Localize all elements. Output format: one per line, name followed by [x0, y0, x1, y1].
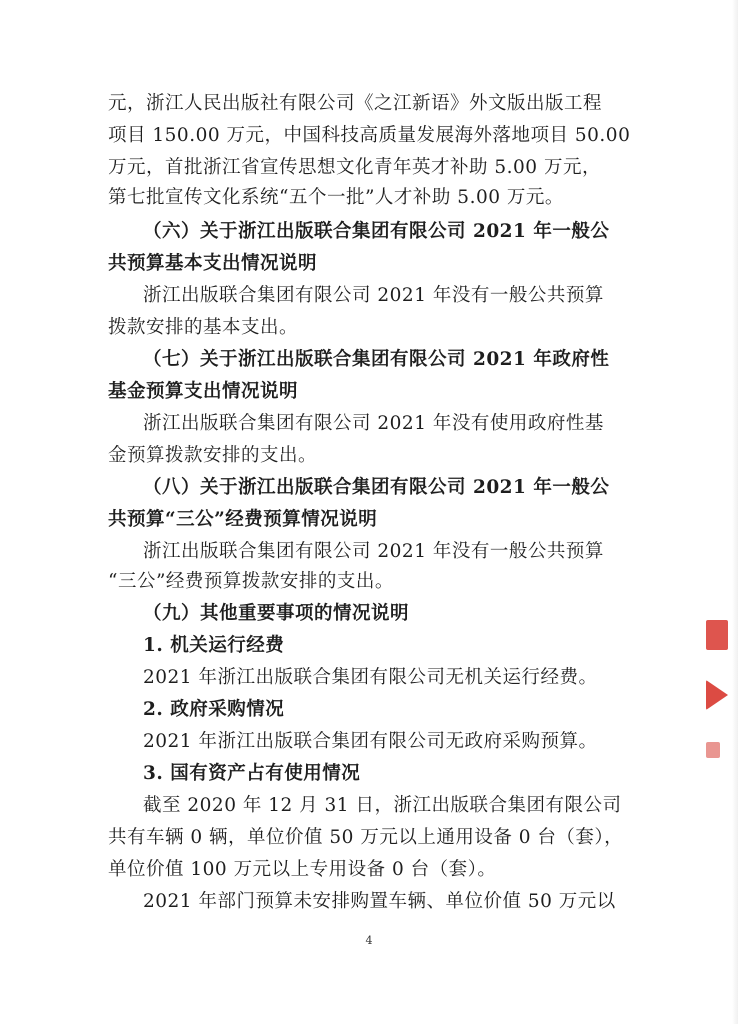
body-text-line: 共有车辆 0 辆，单位价值 50 万元以上通用设备 0 台（套），: [108, 827, 624, 848]
section-heading-6-cont: 共预算基本支出情况说明: [108, 253, 318, 274]
body-text-line: 金预算拨款安排的支出。: [108, 445, 318, 466]
page-number: 4: [365, 934, 373, 947]
body-text-line: 浙江出版联合集团有限公司 2021 年没有一般公共预算: [143, 285, 604, 306]
body-text-line: 元，浙江人民出版社有限公司《之江新语》外文版出版工程: [108, 93, 603, 114]
section-heading-9: （九）其他重要事项的情况说明: [143, 603, 410, 624]
section-heading-6: （六）关于浙江出版联合集团有限公司 2021 年一般公: [143, 221, 610, 242]
body-text-line: 项目 150.00 万元，中国科技高质量发展海外落地项目 50.00: [108, 125, 631, 146]
body-text-line: 第七批宣传文化系统“五个一批”人才补助 5.00 万元。: [108, 187, 564, 208]
section-heading-8-cont: 共预算“三公”经费预算情况说明: [108, 509, 378, 530]
page-edge: [732, 0, 738, 1024]
body-text-line: 2021 年部门预算未安排购置车辆、单位价值 50 万元以: [143, 891, 616, 912]
seal-fragment: [706, 680, 728, 710]
section-heading-7-cont: 基金预算支出情况说明: [108, 381, 299, 402]
body-text-line: 万元，首批浙江省宣传思想文化青年英才补助 5.00 万元，: [108, 157, 601, 178]
subheading-2: 2. 政府采购情况: [143, 699, 285, 720]
body-text-line: 浙江出版联合集团有限公司 2021 年没有一般公共预算: [143, 541, 604, 562]
subheading-1: 1. 机关运行经费: [143, 635, 285, 656]
seal-fragment: [706, 620, 728, 650]
section-heading-7: （七）关于浙江出版联合集团有限公司 2021 年政府性: [143, 349, 610, 370]
section-heading-8: （八）关于浙江出版联合集团有限公司 2021 年一般公: [143, 477, 610, 498]
body-text-line: 单位价值 100 万元以上专用设备 0 台（套）。: [108, 859, 497, 880]
seal-fragment: [706, 742, 720, 758]
body-text-line: 拨款安排的基本支出。: [108, 317, 299, 338]
subheading-3: 3. 国有资产占有使用情况: [143, 763, 361, 784]
body-text-line: 2021 年浙江出版联合集团有限公司无政府采购预算。: [143, 731, 598, 752]
body-text-line: “三公”经费预算拨款安排的支出。: [108, 571, 394, 592]
body-text-line: 截至 2020 年 12 月 31 日，浙江出版联合集团有限公司: [143, 795, 622, 816]
body-text-line: 2021 年浙江出版联合集团有限公司无机关运行经费。: [143, 667, 598, 688]
body-text-line: 浙江出版联合集团有限公司 2021 年没有使用政府性基: [143, 413, 604, 434]
